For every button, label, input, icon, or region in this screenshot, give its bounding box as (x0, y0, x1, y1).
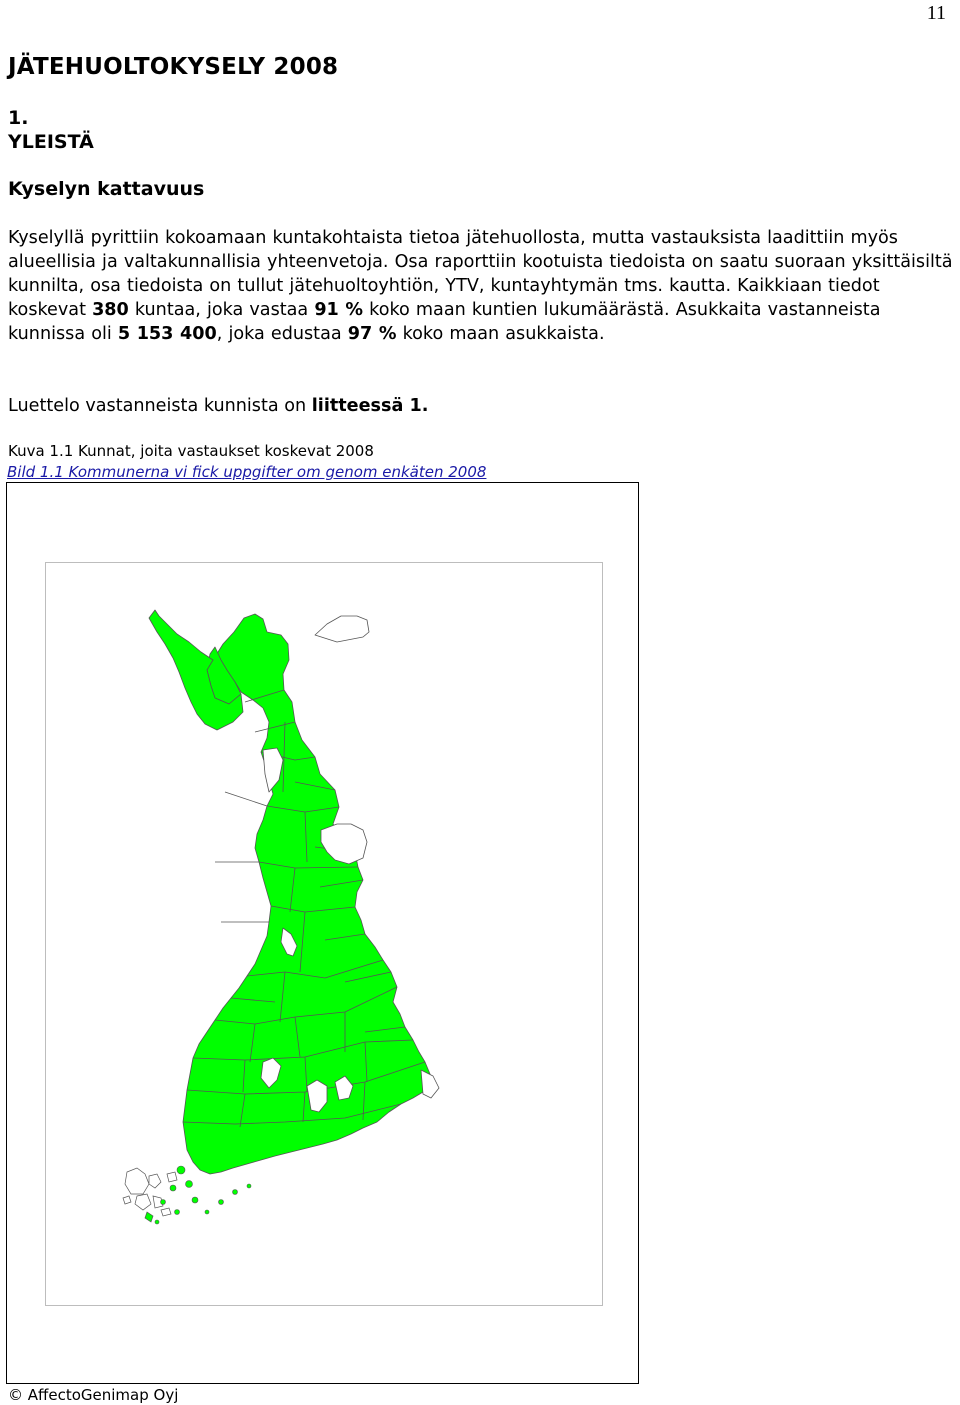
aland-island (149, 1174, 161, 1188)
island (170, 1185, 176, 1191)
finland-municipality-map (45, 562, 603, 1306)
appendix-link: liitteessä 1. (311, 396, 429, 416)
paragraph-text: , joka edustaa (216, 324, 348, 344)
section-title: YLEISTÄ (8, 131, 94, 153)
paragraph-text: Kyselyllä pyrittiin kokoamaan kuntakohtaista tietoa jätehuollosta, mutta vastauksista laadittiin myös alueellisia ja valtakunnallisia yhteenvetoja. Osa raporttiin kootuista tiedoista on saatu suoraan yksittäisiltä kunnilta, osa tiedoista on tullut jätehuoltoyhtiön, YTV, kuntayhtymän tms. kautta. Kaikkiaan tiedot koskevat (8, 228, 953, 320)
aland-island (123, 1196, 131, 1204)
finland-mainland (149, 610, 433, 1174)
section-number: 1. (8, 107, 29, 129)
aland-island (135, 1194, 151, 1210)
island (247, 1184, 251, 1188)
island (186, 1181, 193, 1188)
document-title: JÄTEHUOLTOKYSELY 2008 (8, 54, 339, 80)
island (175, 1210, 180, 1215)
island (205, 1210, 209, 1214)
island (192, 1197, 198, 1203)
island (155, 1220, 159, 1224)
aland-island (145, 1212, 153, 1222)
appendix-text: Luettelo vastanneista kunnista on (8, 396, 312, 416)
inhabitant-count: 5 153 400 (117, 324, 217, 344)
island (233, 1190, 238, 1195)
municipality-southeast (421, 1070, 439, 1098)
municipality-utsjoki (315, 616, 369, 642)
page-number: 11 (926, 2, 946, 24)
inhabitant-share: 97 % (347, 324, 397, 344)
paragraph-text: koko maan asukkaista. (396, 324, 605, 344)
paragraph-text: koko maan kuntien lukumäärästä. Asukkaita vastanneista kunnissa oli (8, 300, 881, 344)
island (177, 1166, 185, 1174)
aland-main (125, 1168, 149, 1194)
appendix-reference (8, 396, 428, 416)
municipality-count: 380 (92, 300, 129, 320)
island (219, 1200, 224, 1205)
aland-island (161, 1208, 171, 1216)
figure-caption-fi: Kuva 1.1 Kunnat, joita vastaukset koskevat 2008 (8, 442, 374, 460)
paragraph-text: kuntaa, joka vastaa (128, 300, 315, 320)
aland-island (167, 1172, 177, 1182)
map-copyright: © AffectoGenimap Oyj (8, 1386, 179, 1404)
municipality-share: 91 % (314, 300, 364, 320)
aland-islands (123, 1168, 177, 1222)
island (161, 1200, 166, 1205)
subsection-title: Kyselyn kattavuus (8, 178, 205, 200)
coverage-paragraph (8, 226, 956, 346)
figure-caption-sv: Bild 1.1 Kommunerna vi fick uppgifter om genom enkäten 2008 (7, 463, 487, 481)
